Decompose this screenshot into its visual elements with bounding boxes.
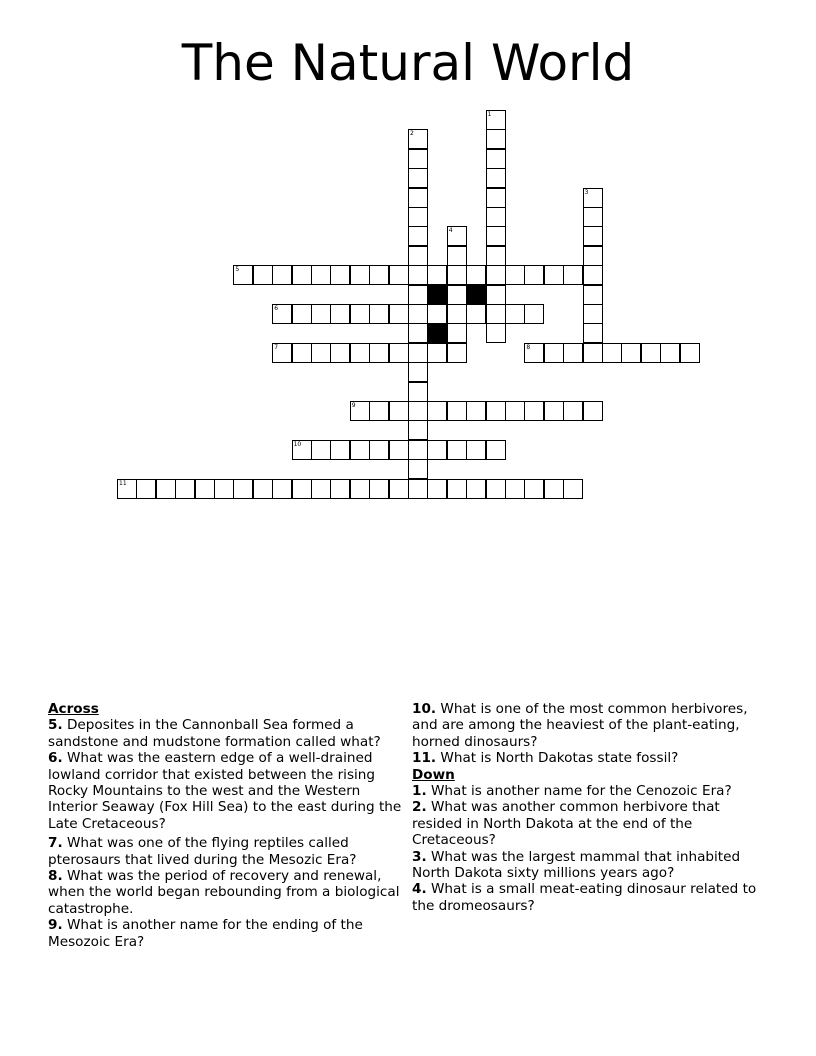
grid-cell[interactable]: [272, 304, 292, 324]
grid-cell[interactable]: [389, 401, 409, 421]
grid-cell[interactable]: [447, 401, 467, 421]
grid-cell[interactable]: [447, 323, 467, 343]
grid-cell[interactable]: [447, 479, 467, 499]
grid-cell[interactable]: [427, 304, 447, 324]
cell-number: 7: [274, 343, 279, 351]
grid-cell[interactable]: [621, 343, 641, 363]
grid-cell[interactable]: [136, 479, 156, 499]
grid-cell[interactable]: [544, 265, 564, 285]
cell-number: 10: [293, 440, 302, 448]
grid-cell[interactable]: [233, 479, 253, 499]
grid-cell[interactable]: [563, 401, 583, 421]
grid-cell[interactable]: [544, 343, 564, 363]
cell-number: 8: [526, 343, 531, 351]
grid-cell[interactable]: [466, 401, 486, 421]
clues-left-column: [48, 701, 410, 950]
grid-cell[interactable]: [330, 304, 350, 324]
grid-cell[interactable]: [524, 479, 544, 499]
cell-number: 5: [235, 266, 240, 274]
across-clue-11: 11. What is North Dakotas state fossil?: [412, 750, 679, 767]
grid-cell[interactable]: [311, 265, 331, 285]
grid-cell[interactable]: [486, 304, 506, 324]
blocked-cell: [466, 285, 486, 305]
grid-cell[interactable]: [350, 401, 370, 421]
grid-cell[interactable]: [524, 401, 544, 421]
grid-cell[interactable]: [408, 246, 428, 266]
grid-cell[interactable]: [389, 304, 409, 324]
grid-cell[interactable]: [311, 440, 331, 460]
grid-cell[interactable]: [350, 479, 370, 499]
cell-number: 9: [351, 402, 356, 409]
grid-cell[interactable]: [447, 304, 467, 324]
grid-cell[interactable]: [408, 188, 428, 208]
grid-cell[interactable]: [486, 207, 506, 227]
grid-cell[interactable]: [427, 343, 447, 363]
grid-cell[interactable]: [369, 479, 389, 499]
grid-cell[interactable]: [447, 343, 467, 363]
grid-cell[interactable]: [311, 343, 331, 363]
grid-cell[interactable]: [505, 304, 525, 324]
grid-cell[interactable]: [505, 265, 525, 285]
cell-number: 6: [274, 305, 279, 312]
grid-cell[interactable]: [408, 168, 428, 188]
grid-cell[interactable]: [350, 440, 370, 460]
down-clue-3: 3. What was the largest mammal that inhabited North Dakota sixty millions years ago?: [412, 848, 741, 882]
grid-cell[interactable]: [583, 285, 603, 305]
across-clue-7: 7. What was one of the flying reptiles called pterosaurs that lived during the Mesozic Era?: [48, 835, 357, 868]
grid-cell[interactable]: [486, 479, 506, 499]
grid-cell[interactable]: [563, 265, 583, 285]
grid-cell[interactable]: [408, 226, 428, 246]
grid-cell[interactable]: [369, 265, 389, 285]
cell-number: 2: [410, 130, 414, 138]
grid-cell[interactable]: [583, 323, 603, 343]
grid-cell[interactable]: [583, 343, 603, 363]
grid-cell[interactable]: [389, 440, 409, 460]
grid-cell[interactable]: [389, 265, 409, 285]
grid-cell[interactable]: [660, 343, 680, 363]
grid-cell[interactable]: [408, 362, 428, 382]
grid-cell[interactable]: [292, 304, 312, 324]
grid-cell[interactable]: [350, 343, 370, 363]
grid-cell[interactable]: [408, 285, 428, 305]
grid-cell[interactable]: [389, 343, 409, 363]
across-clue-10: 10. What is one of the most common herbivores, and are among the heaviest of the plant-eating, horned dinosaurs?: [412, 701, 748, 750]
grid-cell[interactable]: [408, 382, 428, 402]
grid-cell[interactable]: [408, 207, 428, 227]
grid-cell[interactable]: [292, 479, 312, 499]
grid-cell[interactable]: [253, 479, 273, 499]
grid-cell[interactable]: [427, 265, 447, 285]
grid-cell[interactable]: [583, 246, 603, 266]
grid-cell[interactable]: [311, 304, 331, 324]
grid-cell[interactable]: [466, 265, 486, 285]
grid-cell[interactable]: [641, 343, 661, 363]
grid-cell[interactable]: [311, 479, 331, 499]
grid-cell[interactable]: [233, 265, 253, 285]
grid-cell[interactable]: [486, 265, 506, 285]
grid-cell[interactable]: [330, 343, 350, 363]
grid-cell[interactable]: [466, 440, 486, 460]
grid-cell[interactable]: [350, 265, 370, 285]
grid-cell[interactable]: [369, 343, 389, 363]
grid-cell[interactable]: [447, 246, 467, 266]
cell-number: 4: [448, 227, 453, 235]
grid-cell[interactable]: [292, 265, 312, 285]
grid-cell[interactable]: [486, 401, 506, 421]
blocked-cell: [427, 323, 447, 343]
grid-cell[interactable]: [369, 401, 389, 421]
grid-cell[interactable]: [389, 479, 409, 499]
grid-cell[interactable]: [330, 440, 350, 460]
down-clue-4: 4. What is a small meat-eating dinosaur related to the dromeosaurs?: [412, 881, 757, 914]
grid-cell[interactable]: [408, 343, 428, 363]
grid-cell[interactable]: [408, 440, 428, 460]
grid-cell[interactable]: [544, 401, 564, 421]
grid-cell[interactable]: [350, 304, 370, 324]
grid-cell[interactable]: [408, 304, 428, 324]
grid-cell[interactable]: [408, 129, 428, 149]
cell-number: 3: [584, 188, 589, 196]
grid-cell[interactable]: [486, 129, 506, 149]
grid-cell[interactable]: [486, 110, 506, 130]
grid-cell[interactable]: [408, 479, 428, 499]
grid-cell[interactable]: [466, 304, 486, 324]
grid-cell[interactable]: [408, 149, 428, 169]
clues-right-column: [412, 701, 772, 914]
grid-cell[interactable]: [505, 479, 525, 499]
grid-cell[interactable]: [680, 343, 700, 363]
grid-cell[interactable]: [486, 149, 506, 169]
grid-cell[interactable]: [524, 265, 544, 285]
grid-cell[interactable]: [292, 440, 312, 460]
grid-cell[interactable]: [486, 285, 506, 305]
grid-cell[interactable]: [486, 246, 506, 266]
grid-cell[interactable]: [583, 207, 603, 227]
down-clue-2: 2. What was another common herbivore that resided in North Dakota at the end of the Cretaceous?: [412, 799, 720, 849]
grid-cell[interactable]: [195, 479, 215, 499]
grid-cell[interactable]: [583, 188, 603, 208]
grid-cell[interactable]: [369, 304, 389, 324]
grid-cell[interactable]: [583, 401, 603, 421]
down-clue-1: 1. What is another name for the Cenozoic Era?: [412, 783, 732, 800]
grid-cell[interactable]: [272, 343, 292, 363]
blocked-cell: [427, 285, 447, 305]
across-heading: Across: [48, 701, 99, 717]
grid-cell[interactable]: [408, 459, 428, 479]
grid-cell[interactable]: [408, 420, 428, 440]
grid-cell[interactable]: [272, 265, 292, 285]
across-clue-6: 6. What was the eastern edge of a well-drained lowland corridor that existed between the rising Rocky Mountains to the west and the Western Interior Seaway (Fox Hill Sea) to the east during the Late Cretaceous?: [48, 750, 402, 832]
grid-cell[interactable]: [253, 265, 273, 285]
grid-cell[interactable]: [330, 265, 350, 285]
across-clue-9: 9. What is another name for the ending of the Mesozoic Era?: [48, 917, 363, 950]
grid-cell[interactable]: [486, 188, 506, 208]
grid-cell[interactable]: [117, 479, 137, 499]
grid-cell[interactable]: [466, 479, 486, 499]
grid-cell[interactable]: [214, 479, 234, 499]
grid-cell[interactable]: [524, 304, 544, 324]
grid-cell[interactable]: [563, 343, 583, 363]
grid-cell[interactable]: [175, 479, 195, 499]
grid-cell[interactable]: [427, 479, 447, 499]
across-clue-5: 5. Deposites in the Cannonball Sea formed a sandstone and mudstone formation called what?: [48, 717, 381, 750]
grid-cell[interactable]: [408, 265, 428, 285]
grid-cell[interactable]: [583, 304, 603, 324]
grid-cell[interactable]: [330, 479, 350, 499]
crossword-grid: [0, 0, 816, 520]
down-heading: Down: [412, 766, 455, 783]
grid-cell[interactable]: [369, 440, 389, 460]
grid-cell[interactable]: [408, 323, 428, 343]
grid-cell[interactable]: [292, 343, 312, 363]
grid-cell[interactable]: [447, 226, 467, 246]
grid-cell[interactable]: [583, 226, 603, 246]
grid-cell[interactable]: [544, 479, 564, 499]
grid-cell[interactable]: [505, 401, 525, 421]
grid-cell[interactable]: [156, 479, 176, 499]
cell-number: 11: [119, 479, 127, 487]
grid-cell[interactable]: [486, 323, 506, 343]
grid-cell[interactable]: [408, 401, 428, 421]
grid-cell[interactable]: [583, 265, 603, 285]
grid-cell[interactable]: [427, 440, 447, 460]
cell-number: 1: [487, 111, 492, 118]
grid-cell[interactable]: [486, 226, 506, 246]
grid-cell[interactable]: [447, 440, 467, 460]
grid-cell[interactable]: [563, 479, 583, 499]
grid-cell[interactable]: [427, 401, 447, 421]
puzzle-title: The Natural World: [181, 34, 635, 92]
across-clue-8: 8. What was the period of recovery and renewal, when the world began rebounding from a biological catastrophe.: [48, 868, 400, 917]
grid-cell[interactable]: [272, 479, 292, 499]
grid-cell[interactable]: [486, 168, 506, 188]
grid-cell[interactable]: [524, 343, 544, 363]
grid-cell[interactable]: [602, 343, 622, 363]
grid-cell[interactable]: [447, 265, 467, 285]
grid-cell[interactable]: [447, 285, 467, 305]
grid-cell[interactable]: [486, 440, 506, 460]
